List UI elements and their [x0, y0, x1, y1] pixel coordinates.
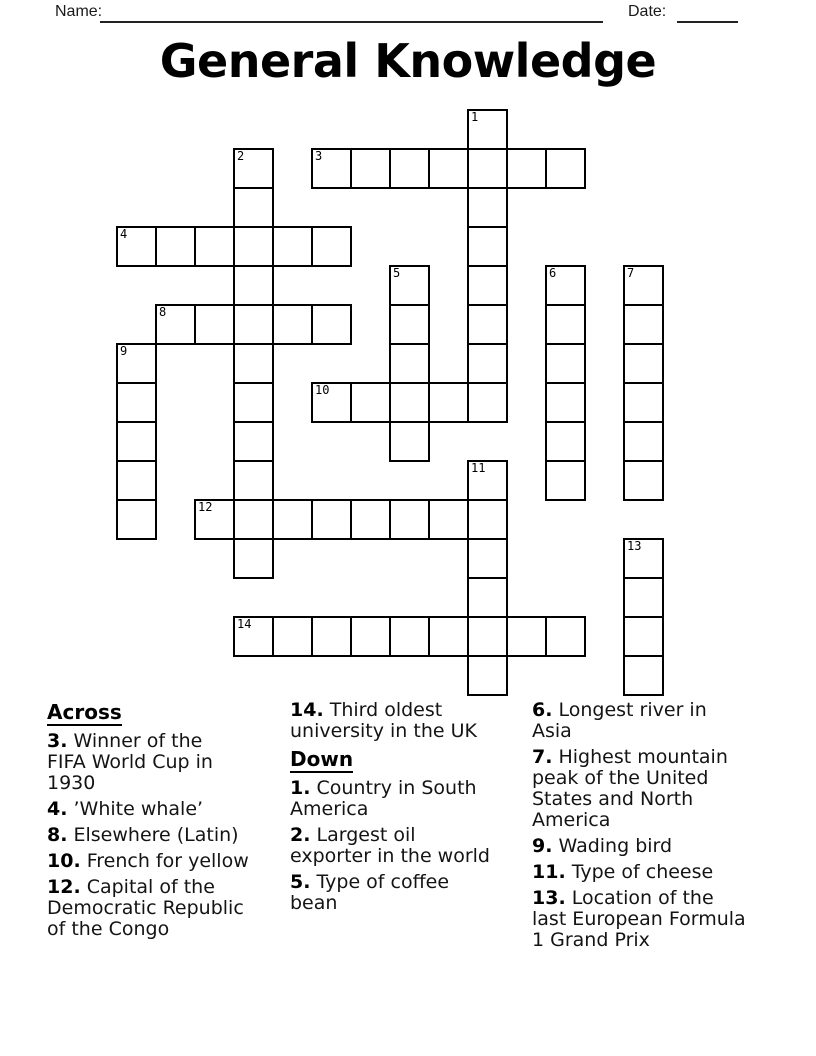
grid-cell[interactable]	[389, 499, 430, 540]
grid-cell[interactable]	[623, 265, 664, 306]
cell-number: 11	[471, 461, 486, 475]
grid-cell[interactable]	[311, 616, 352, 657]
grid-cell[interactable]	[545, 382, 586, 423]
grid-cell[interactable]	[194, 304, 235, 345]
cell-number: 6	[549, 266, 557, 280]
grid-cell[interactable]	[272, 226, 313, 267]
clue-column-1	[47, 700, 287, 945]
grid-cell[interactable]	[389, 148, 430, 189]
page-title: General Knowledge	[159, 34, 657, 88]
grid-cell[interactable]	[545, 304, 586, 345]
clue-number: 13.	[532, 887, 566, 909]
clue-item: 10. French for yellow	[47, 850, 249, 872]
grid-cell[interactable]	[623, 304, 664, 345]
grid-cell[interactable]	[272, 304, 313, 345]
clue-item: 7. Highest mountain peak of the United States and North America	[532, 746, 728, 831]
grid-cell[interactable]	[194, 226, 235, 267]
grid-cell[interactable]	[623, 421, 664, 462]
grid-cell[interactable]	[116, 226, 157, 267]
grid-cell[interactable]	[116, 421, 157, 462]
grid-cell[interactable]	[116, 460, 157, 501]
grid-cell[interactable]	[506, 616, 547, 657]
cell-number: 9	[120, 344, 128, 358]
grid-cell[interactable]	[467, 109, 508, 150]
cell-number: 12	[198, 500, 213, 514]
clue-number: 1.	[290, 777, 311, 799]
clue-number: 3.	[47, 730, 68, 752]
grid-cell[interactable]	[116, 343, 157, 384]
clue-item: 8. Elsewhere (Latin)	[47, 824, 239, 846]
cell-number: 5	[393, 266, 401, 280]
grid-cell[interactable]	[467, 187, 508, 228]
grid-cell[interactable]	[623, 460, 664, 501]
clue-number: 6.	[532, 699, 553, 721]
grid-cell[interactable]	[467, 460, 508, 501]
grid-cell[interactable]	[155, 304, 196, 345]
grid-cell[interactable]	[389, 616, 430, 657]
grid-cell[interactable]	[233, 343, 274, 384]
cell-number: 4	[120, 227, 128, 241]
grid-cell[interactable]	[545, 616, 586, 657]
clue-item: 13. Location of the last European Formula 1 Grand Prix	[532, 887, 746, 951]
grid-cell[interactable]	[233, 499, 274, 540]
grid-cell[interactable]	[467, 499, 508, 540]
grid-cell[interactable]	[428, 382, 469, 423]
grid-cell[interactable]	[467, 382, 508, 423]
grid-cell[interactable]	[623, 655, 664, 696]
clue-item: 12. Capital of the Democratic Republic of the Congo	[47, 876, 244, 940]
grid-cell[interactable]	[233, 226, 274, 267]
clue-column-3	[532, 700, 804, 956]
grid-cell[interactable]	[545, 343, 586, 384]
grid-cell[interactable]	[311, 226, 352, 267]
grid-cell[interactable]	[311, 148, 352, 189]
grid-cell[interactable]	[467, 304, 508, 345]
grid-cell[interactable]	[350, 382, 391, 423]
grid-cell[interactable]	[623, 382, 664, 423]
clue-column-2	[290, 700, 528, 919]
grid-cell[interactable]	[116, 382, 157, 423]
grid-cell[interactable]	[233, 304, 274, 345]
grid-cell[interactable]	[272, 616, 313, 657]
grid-cell[interactable]	[467, 655, 508, 696]
grid-cell[interactable]	[467, 265, 508, 306]
grid-cell[interactable]	[623, 577, 664, 618]
grid-cell[interactable]	[233, 382, 274, 423]
clue-item: 14. Third oldest university in the UK	[290, 699, 477, 742]
grid-cell[interactable]	[233, 187, 274, 228]
grid-cell[interactable]	[350, 499, 391, 540]
grid-cell[interactable]	[389, 304, 430, 345]
grid-cell[interactable]	[233, 616, 274, 657]
grid-cell[interactable]	[350, 148, 391, 189]
clue-item: 1. Country in South America	[290, 777, 477, 820]
grid-cell[interactable]	[545, 460, 586, 501]
grid-cell[interactable]	[623, 343, 664, 384]
grid-cell[interactable]	[428, 499, 469, 540]
clue-item: 11. Type of cheese	[532, 861, 714, 883]
cell-number: 3	[315, 149, 323, 163]
grid-cell[interactable]	[155, 226, 196, 267]
cell-number: 8	[159, 305, 167, 319]
cell-number: 10	[315, 383, 330, 397]
grid-cell[interactable]	[389, 421, 430, 462]
name-label: Name:	[55, 3, 103, 20]
grid-cell[interactable]	[389, 382, 430, 423]
clue-item: 6. Longest river in Asia	[532, 699, 707, 742]
grid-cell[interactable]	[467, 343, 508, 384]
grid-cell[interactable]	[467, 538, 508, 579]
cell-number: 13	[627, 539, 642, 553]
clue-item: 3. Winner of the FIFA World Cup in 1930	[47, 730, 213, 794]
clue-number: 14.	[290, 699, 324, 721]
clue-number: 7.	[532, 746, 553, 768]
clue-item: 4. ’White whale’	[47, 798, 204, 820]
grid-cell[interactable]	[233, 460, 274, 501]
grid-cell[interactable]	[311, 499, 352, 540]
grid-cell[interactable]	[233, 538, 274, 579]
grid-cell[interactable]	[506, 148, 547, 189]
clue-number: 4.	[47, 798, 68, 820]
grid-cell[interactable]	[467, 616, 508, 657]
grid-cell[interactable]	[194, 499, 235, 540]
clue-number: 11.	[532, 861, 566, 883]
cell-number: 14	[237, 617, 252, 631]
date-label: Date:	[628, 3, 667, 20]
grid-cell[interactable]	[428, 616, 469, 657]
clue-item: 2. Largest oil exporter in the world	[290, 824, 490, 867]
clue-heading-down: Down	[290, 747, 354, 771]
grid-cell[interactable]	[233, 421, 274, 462]
grid-cell[interactable]	[116, 499, 157, 540]
clue-number: 2.	[290, 824, 311, 846]
clue-number: 10.	[47, 850, 81, 872]
clue-number: 9.	[532, 835, 553, 857]
clue-heading-across: Across	[47, 700, 122, 724]
grid-cell[interactable]	[545, 148, 586, 189]
grid-cell[interactable]	[389, 343, 430, 384]
grid-cell[interactable]	[467, 148, 508, 189]
grid-cell[interactable]	[623, 538, 664, 579]
grid-cell[interactable]	[272, 499, 313, 540]
cell-number: 1	[471, 110, 479, 124]
grid-cell[interactable]	[428, 148, 469, 189]
clue-number: 8.	[47, 824, 68, 846]
grid-cell[interactable]	[389, 265, 430, 306]
grid-cell[interactable]	[545, 421, 586, 462]
grid-cell[interactable]	[350, 616, 391, 657]
clue-item: 5. Type of coffee bean	[290, 871, 450, 914]
cell-number: 7	[627, 266, 635, 280]
grid-cell[interactable]	[467, 577, 508, 618]
grid-cell[interactable]	[233, 265, 274, 306]
grid-cell[interactable]	[311, 304, 352, 345]
clue-number: 12.	[47, 876, 81, 898]
grid-cell[interactable]	[545, 265, 586, 306]
cell-number: 2	[237, 149, 245, 163]
grid-cell[interactable]	[623, 616, 664, 657]
clue-number: 5.	[290, 871, 311, 893]
grid-cell[interactable]	[467, 226, 508, 267]
grid-cell[interactable]	[311, 382, 352, 423]
clue-item: 9. Wading bird	[532, 835, 673, 857]
grid-cell[interactable]	[233, 148, 274, 189]
